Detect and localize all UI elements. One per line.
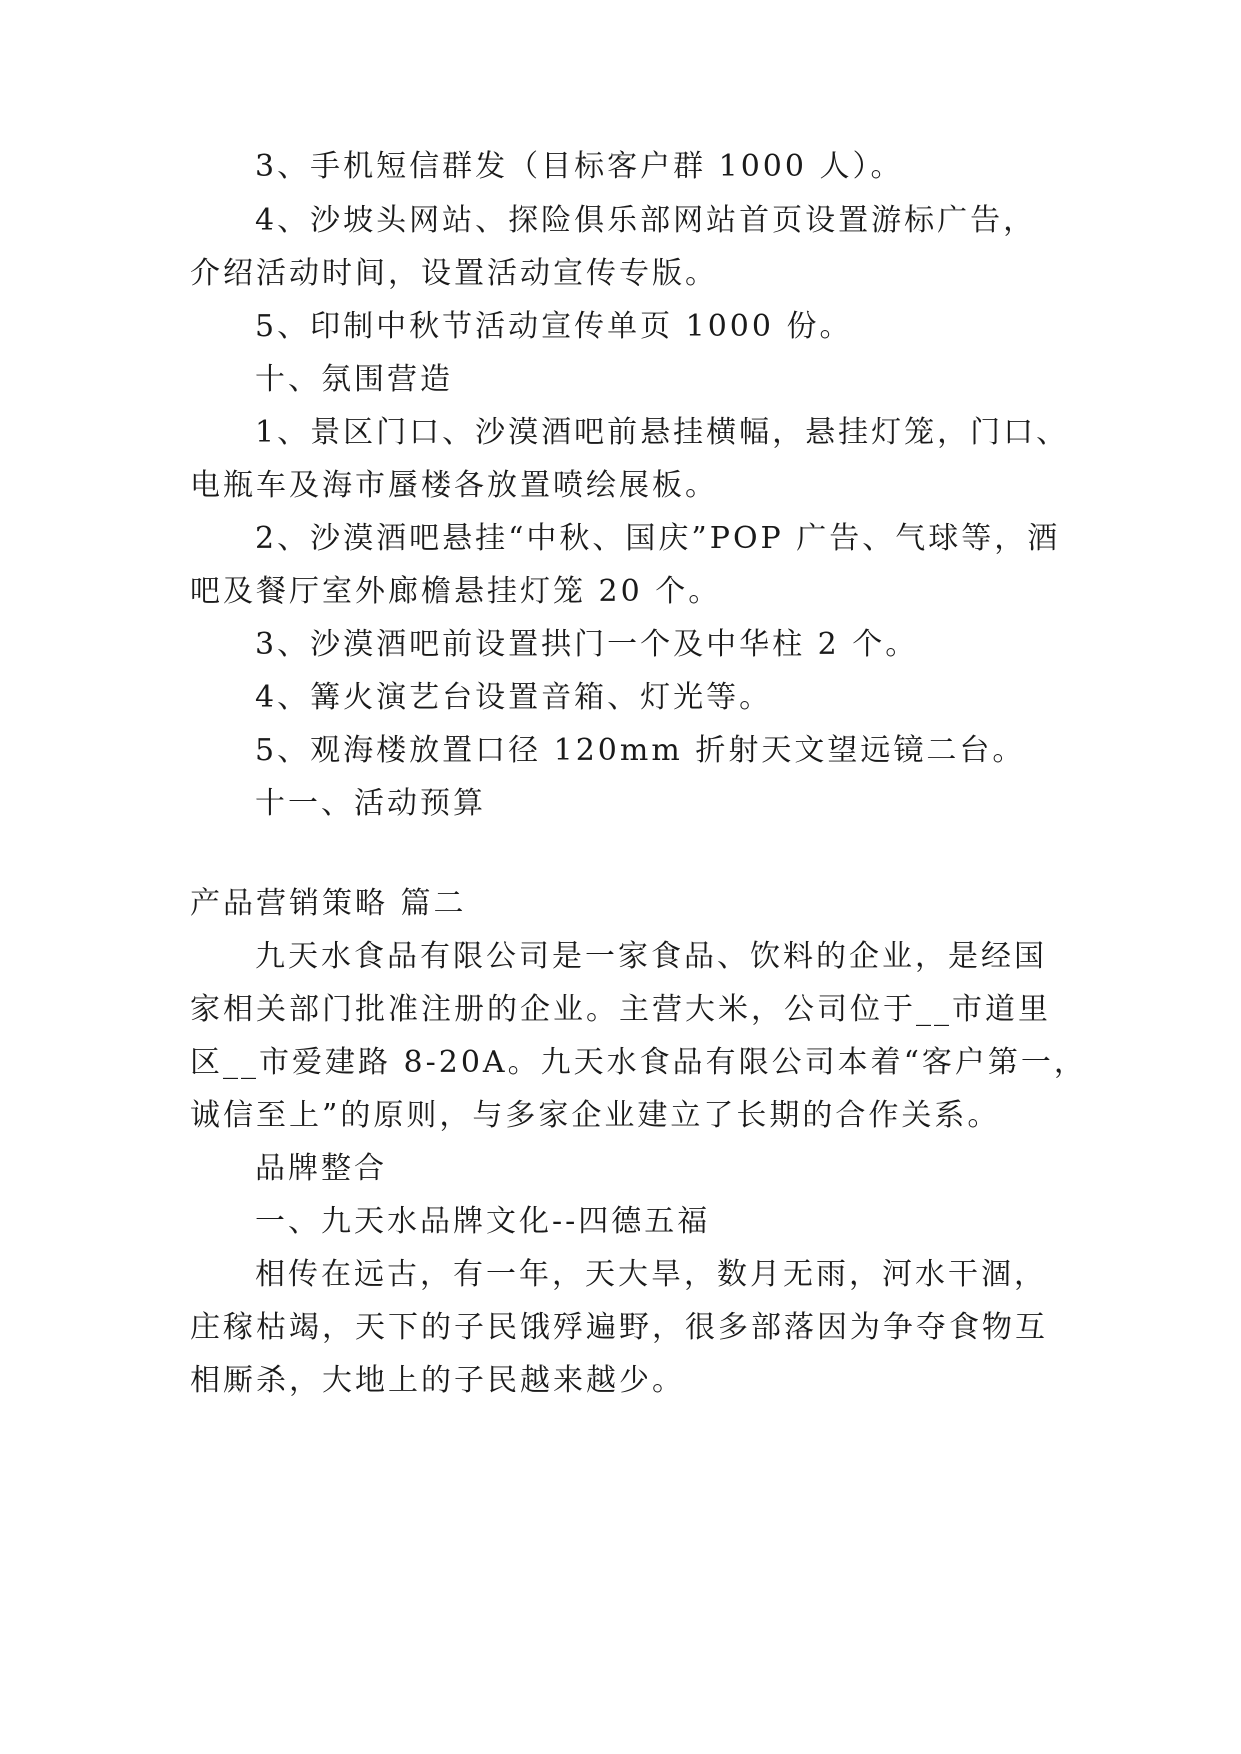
paragraph-line: 庄稼枯竭，天下的子民饿殍遍野，很多部落因为争夺食物互 [190, 1310, 1048, 1345]
paragraph-line: 电瓶车及海市蜃楼各放置喷绘展板。 [190, 468, 718, 503]
paragraph-line: 相传在远古，有一年，天大旱，数月无雨，河水干涸， [255, 1257, 1047, 1292]
paragraph-line: 区__市爱建路 8-20A。九天水食品有限公司本着“客户第一， [190, 1045, 1087, 1080]
section-heading: 十、氛围营造 [255, 362, 453, 397]
paragraph-line: 家相关部门批准注册的企业。主营大米，公司位于__市道里 [190, 992, 1051, 1027]
article-title: 产品营销策略 篇二 [190, 886, 467, 921]
paragraph-line: 4、篝火演艺台设置音箱、灯光等。 [255, 680, 773, 715]
paragraph-line: 5、观海楼放置口径 120mm 折射天文望远镜二台。 [255, 733, 1026, 768]
paragraph-line: 3、手机短信群发（目标客户群 1000 人）。 [255, 149, 904, 184]
paragraph-line: 5、印制中秋节活动宣传单页 1000 份。 [255, 309, 853, 344]
section-heading: 一、九天水品牌文化--四德五福 [255, 1204, 711, 1239]
section-heading: 十一、活动预算 [255, 786, 486, 821]
paragraph-line: 介绍活动时间，设置活动宣传专版。 [190, 256, 718, 291]
paragraph-line: 4、沙坡头网站、探险俱乐部网站首页设置游标广告， [255, 203, 1037, 238]
paragraph-line: 九天水食品有限公司是一家食品、饮料的企业，是经国 [255, 939, 1047, 974]
paragraph-line: 吧及餐厅室外廊檐悬挂灯笼 20 个。 [190, 574, 722, 609]
section-heading: 品牌整合 [255, 1151, 387, 1186]
paragraph-line: 相厮杀，大地上的子民越来越少。 [190, 1363, 685, 1398]
paragraph-line: 1、景区门口、沙漠酒吧前悬挂横幅，悬挂灯笼，门口、 [255, 415, 1070, 450]
paragraph-line: 3、沙漠酒吧前设置拱门一个及中华柱 2 个。 [255, 627, 919, 662]
paragraph-line: 诚信至上”的原则，与多家企业建立了长期的合作关系。 [190, 1098, 1001, 1133]
paragraph-line: 2、沙漠酒吧悬挂“中秋、国庆”POP 广告、气球等，酒 [255, 521, 1061, 556]
